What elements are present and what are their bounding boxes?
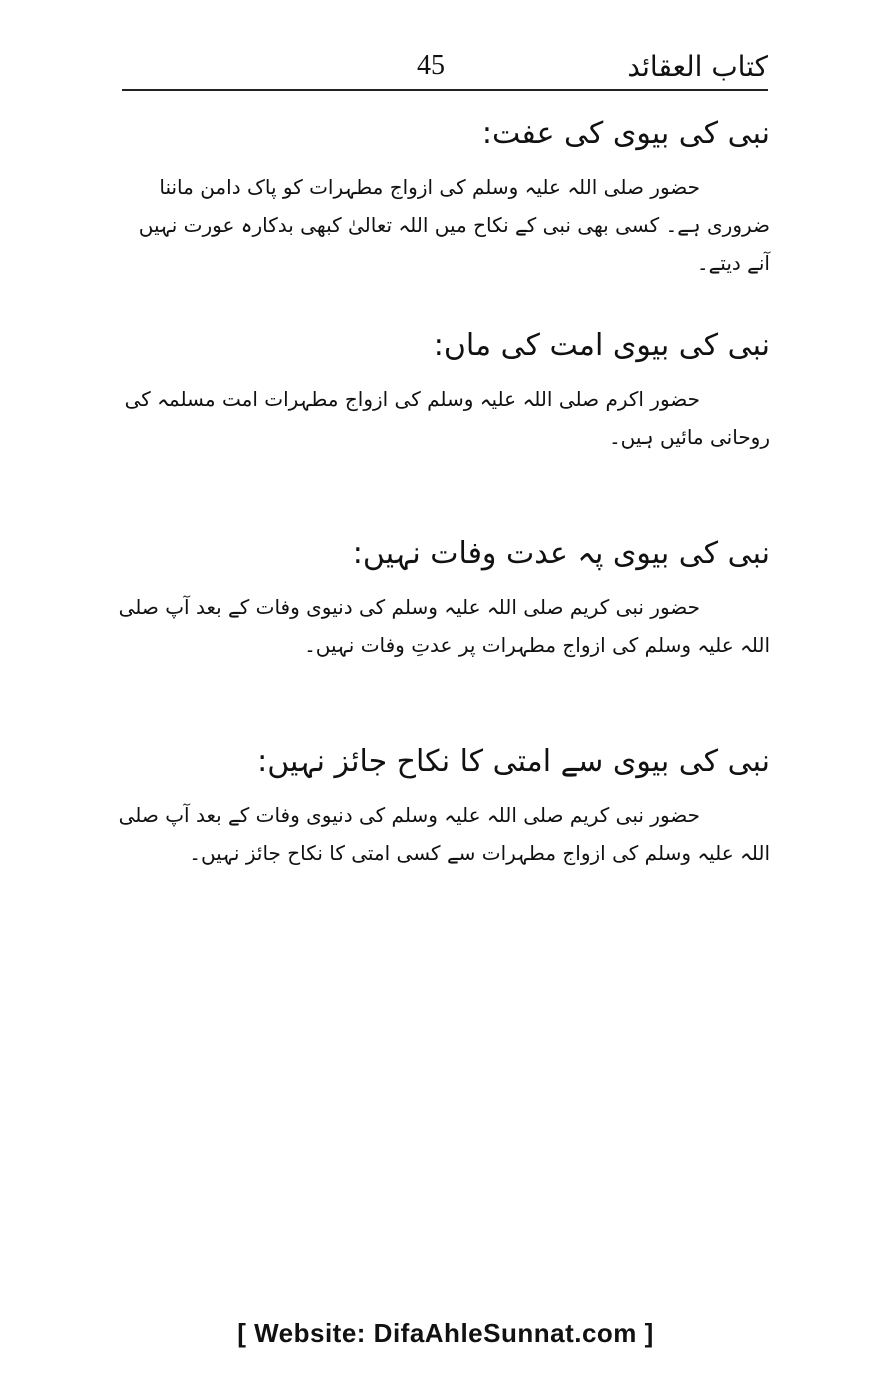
section-mother-of-ummah [110,322,770,456]
page-header [122,40,768,90]
section-body: حضور صلی اللہ علیہ وسلم کی ازواج مطہرات کو پاک دامن ماننا ضروری ہے۔ کسی بھی نبی کے نکاح میں اللہ تعالیٰ کبھی بدکارہ عورت نہیں آنے دیتے۔ [138,175,770,275]
website-footer: [ Website: DifaAhleSunnat.com ] [237,1318,654,1348]
section-heading: نبی کی بیوی امت کی ماں: [433,328,770,363]
header-divider [122,89,768,91]
section-no-iddah [110,530,770,664]
section-heading: نبی کی بیوی پہ عدت وفات نہیں: [352,536,770,571]
section-no-marriage [110,738,770,872]
section-body: حضور اکرم صلی اللہ علیہ وسلم کی ازواج مطہرات امت مسلمہ کی روحانی مائیں ہیں۔ [124,387,770,449]
section-body: حضور نبی کریم صلی اللہ علیہ وسلم کی دنیوی وفات کے بعد آپ صلی اللہ علیہ وسلم کی ازواج مطہرات پر عدتِ وفات نہیں۔ [118,595,770,657]
page-number: 45 [417,50,445,81]
section-heading: نبی کی بیوی کی عفت: [481,116,770,151]
section-body: حضور نبی کریم صلی اللہ علیہ وسلم کی دنیوی وفات کے بعد آپ صلی اللہ علیہ وسلم کی ازواج مطہرات سے کسی امتی کا نکاح جائز نہیں۔ [118,803,770,865]
section-chastity [110,110,770,282]
book-title: کتاب العقائد [627,50,768,83]
section-heading: نبی کی بیوی سے امتی کا نکاح جائز نہیں: [257,744,770,779]
